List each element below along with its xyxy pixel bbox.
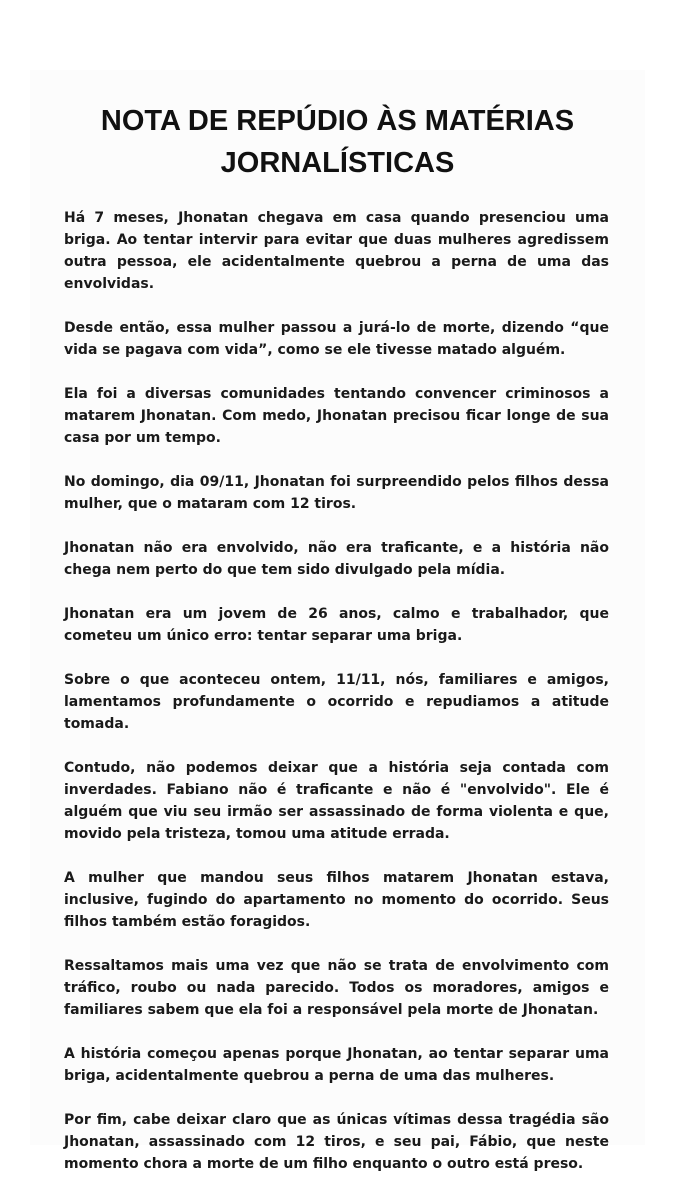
paragraph-4: No domingo, dia 09/11, Jhonatan foi surpreendido pelos filhos dessa mulher, que o mataram com 12 tiros. [64,474,609,512]
paragraph-7: Sobre o que aconteceu ontem, 11/11, nós, familiares e amigos, lamentamos profundamente o ocorrido e repudiamos a atitude tomada. [64,672,609,732]
document-body [64,207,609,1175]
title-line-2: JORNALÍSTICAS [220,147,455,179]
paragraph-10: Ressaltamos mais uma vez que não se trata de envolvimento com tráfico, roubo ou nada parecido. Todos os moradores, amigos e familiares sabem que ela foi a responsável pela morte de Jhonatan. [64,958,609,1018]
paragraph-12: Por fim, cabe deixar claro que as únicas vítimas dessa tragédia são Jhonatan, assassinado com 12 tiros, e seu pai, Fábio, que neste momento chora a morte de um filho enquanto o outro está preso. [64,1112,609,1172]
paragraph-2: Desde então, essa mulher passou a jurá-lo de morte, dizendo “que vida se pagava com vida”, como se ele tivesse matado alguém. [64,320,609,358]
paragraph-3: Ela foi a diversas comunidades tentando convencer criminosos a matarem Jhonatan. Com medo, Jhonatan precisou ficar longe de sua casa por um tempo. [64,386,609,446]
paragraph-1: Há 7 meses, Jhonatan chegava em casa quando presenciou uma briga. Ao tentar intervir para evitar que duas mulheres agredissem outra pessoa, ele acidentalmente quebrou a perna de uma das envolvidas. [64,210,609,292]
document-title [0,100,675,184]
paragraph-6: Jhonatan era um jovem de 26 anos, calmo e trabalhador, que cometeu um único erro: tentar separar uma briga. [64,606,609,644]
paragraph-5: Jhonatan não era envolvido, não era traficante, e a história não chega nem perto do que tem sido divulgado pela mídia. [64,540,609,578]
paragraph-11: A história começou apenas porque Jhonatan, ao tentar separar uma briga, acidentalmente quebrou a perna de uma das mulheres. [64,1046,609,1084]
paragraph-8: Contudo, não podemos deixar que a história seja contada com inverdades. Fabiano não é traficante e não é "envolvido". Ele é alguém que viu seu irmão ser assassinado de forma violenta e que, movido pela tristeza, tomou uma atitude errada. [64,760,609,842]
paragraph-9: A mulher que mandou seus filhos matarem Jhonatan estava, inclusive, fugindo do apartamento no momento do ocorrido. Seus filhos também estão foragidos. [64,870,609,930]
title-line-1: NOTA DE REPÚDIO ÀS MATÉRIAS [100,105,575,137]
